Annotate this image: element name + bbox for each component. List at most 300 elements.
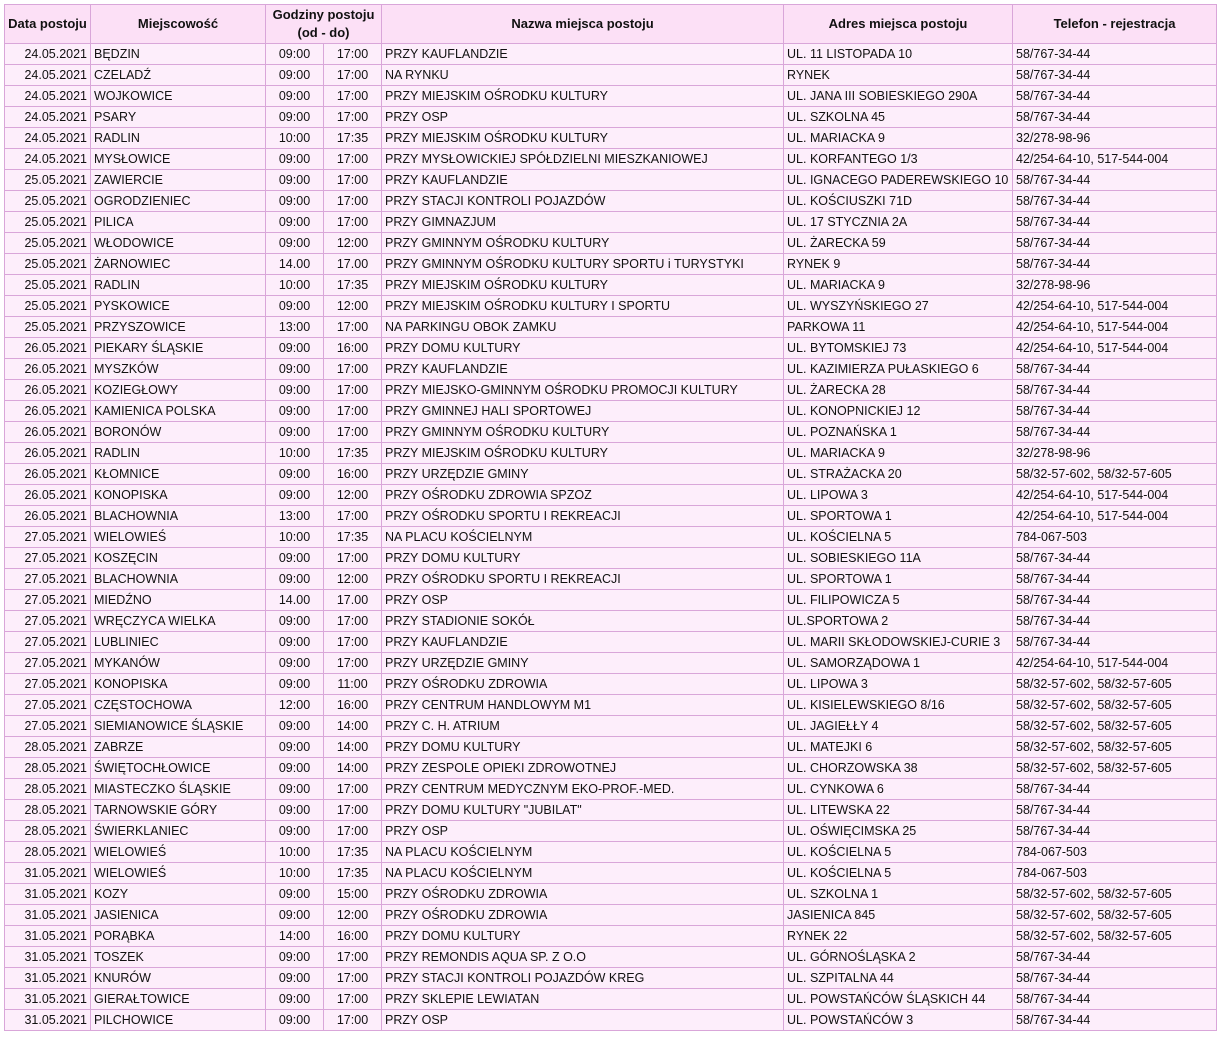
cell-date: 24.05.2021 (5, 128, 91, 149)
table-row (5, 170, 1217, 191)
table-row (5, 548, 1217, 569)
cell-time-from: 09:00 (266, 947, 324, 968)
cell-date: 25.05.2021 (5, 233, 91, 254)
cell-time-from: 09:00 (266, 296, 324, 317)
cell-time-to: 17:00 (324, 779, 382, 800)
cell-time-from: 09:00 (266, 821, 324, 842)
cell-city: WOJKOWICE (91, 86, 266, 107)
header-hours-range: (od - do) (297, 25, 350, 40)
table-row (5, 779, 1217, 800)
table-row (5, 65, 1217, 86)
cell-time-from: 09:00 (266, 989, 324, 1010)
table-row (5, 758, 1217, 779)
cell-time-to: 17:35 (324, 863, 382, 884)
cell-time-from: 09:00 (266, 233, 324, 254)
cell-phone: 784-067-503 (1013, 527, 1217, 548)
table-row (5, 800, 1217, 821)
table-row (5, 44, 1217, 65)
table-row (5, 275, 1217, 296)
cell-phone: 42/254-64-10, 517-544-004 (1013, 653, 1217, 674)
cell-time-from: 09:00 (266, 737, 324, 758)
table-row (5, 716, 1217, 737)
cell-place: PRZY KAUFLANDZIE (382, 359, 784, 380)
cell-address: UL. POWSTAŃCÓW 3 (784, 1010, 1013, 1031)
cell-phone: 58/767-34-44 (1013, 569, 1217, 590)
cell-address: UL. SZKOLNA 45 (784, 107, 1013, 128)
cell-date: 28.05.2021 (5, 821, 91, 842)
cell-date: 24.05.2021 (5, 65, 91, 86)
table-row (5, 863, 1217, 884)
cell-address: UL. IGNACEGO PADEREWSKIEGO 10 (784, 170, 1013, 191)
cell-time-to: 11:00 (324, 674, 382, 695)
cell-address: UL. OŚWIĘCIMSKA 25 (784, 821, 1013, 842)
table-row (5, 233, 1217, 254)
cell-city: PYSKOWICE (91, 296, 266, 317)
cell-address: UL. MATEJKI 6 (784, 737, 1013, 758)
cell-address: UL. KISIELEWSKIEGO 8/16 (784, 695, 1013, 716)
table-row (5, 485, 1217, 506)
cell-time-from: 09:00 (266, 548, 324, 569)
cell-time-from: 09:00 (266, 464, 324, 485)
cell-phone: 32/278-98-96 (1013, 128, 1217, 149)
cell-date: 28.05.2021 (5, 779, 91, 800)
cell-time-from: 13:00 (266, 506, 324, 527)
cell-place: PRZY C. H. ATRIUM (382, 716, 784, 737)
cell-city: WIELOWIEŚ (91, 527, 266, 548)
cell-time-to: 17.00 (324, 254, 382, 275)
cell-time-to: 17:00 (324, 107, 382, 128)
cell-time-from: 13:00 (266, 317, 324, 338)
table-row (5, 191, 1217, 212)
schedule-table (4, 4, 1217, 1031)
cell-address: RYNEK 9 (784, 254, 1013, 275)
cell-time-to: 17:00 (324, 191, 382, 212)
cell-address: UL. MARIACKA 9 (784, 128, 1013, 149)
cell-city: KONOPISKA (91, 485, 266, 506)
cell-phone: 58/32-57-602, 58/32-57-605 (1013, 758, 1217, 779)
cell-place: PRZY KAUFLANDZIE (382, 170, 784, 191)
cell-time-to: 12:00 (324, 905, 382, 926)
table-row (5, 674, 1217, 695)
cell-city: PRZYSZOWICE (91, 317, 266, 338)
table-row (5, 905, 1217, 926)
cell-phone: 58/32-57-602, 58/32-57-605 (1013, 884, 1217, 905)
cell-date: 26.05.2021 (5, 401, 91, 422)
cell-place: PRZY REMONDIS AQUA SP. Z O.O (382, 947, 784, 968)
cell-date: 27.05.2021 (5, 674, 91, 695)
cell-time-to: 17:00 (324, 1010, 382, 1031)
cell-time-to: 17:00 (324, 170, 382, 191)
cell-address: UL. SPORTOWA 1 (784, 569, 1013, 590)
table-row (5, 590, 1217, 611)
table-row (5, 737, 1217, 758)
cell-phone: 58/767-34-44 (1013, 170, 1217, 191)
cell-date: 28.05.2021 (5, 758, 91, 779)
cell-time-from: 10:00 (266, 128, 324, 149)
cell-time-from: 09:00 (266, 611, 324, 632)
cell-city: KNURÓW (91, 968, 266, 989)
cell-phone: 42/254-64-10, 517-544-004 (1013, 317, 1217, 338)
cell-place: PRZY STADIONIE SOKÓŁ (382, 611, 784, 632)
cell-city: MYKANÓW (91, 653, 266, 674)
table-row (5, 632, 1217, 653)
cell-time-to: 17:00 (324, 359, 382, 380)
cell-address: UL. MARIACKA 9 (784, 275, 1013, 296)
cell-place: PRZY MIEJSKIM OŚRODKU KULTURY (382, 128, 784, 149)
cell-address: UL. LIPOWA 3 (784, 485, 1013, 506)
cell-place: PRZY GMINNYM OŚRODKU KULTURY (382, 422, 784, 443)
cell-time-to: 17:00 (324, 380, 382, 401)
cell-address: JASIENICA 845 (784, 905, 1013, 926)
cell-time-to: 14:00 (324, 716, 382, 737)
cell-time-from: 09:00 (266, 884, 324, 905)
table-row (5, 359, 1217, 380)
cell-phone: 32/278-98-96 (1013, 443, 1217, 464)
cell-city: KŁOMNICE (91, 464, 266, 485)
cell-date: 27.05.2021 (5, 611, 91, 632)
cell-phone: 58/767-34-44 (1013, 233, 1217, 254)
cell-place: PRZY MIEJSKIM OŚRODKU KULTURY (382, 443, 784, 464)
cell-phone: 58/767-34-44 (1013, 611, 1217, 632)
cell-time-from: 09:00 (266, 779, 324, 800)
cell-address: UL. KAZIMIERZA PUŁASKIEGO 6 (784, 359, 1013, 380)
table-row (5, 527, 1217, 548)
cell-phone: 58/767-34-44 (1013, 800, 1217, 821)
cell-phone: 58/767-34-44 (1013, 779, 1217, 800)
cell-place: NA RYNKU (382, 65, 784, 86)
cell-time-from: 09:00 (266, 191, 324, 212)
cell-place: PRZY DOMU KULTURY (382, 548, 784, 569)
cell-place: PRZY DOMU KULTURY (382, 338, 784, 359)
cell-date: 25.05.2021 (5, 296, 91, 317)
cell-phone: 58/767-34-44 (1013, 86, 1217, 107)
cell-city: JASIENICA (91, 905, 266, 926)
cell-phone: 58/767-34-44 (1013, 632, 1217, 653)
cell-place: PRZY URZĘDZIE GMINY (382, 464, 784, 485)
cell-address: UL. 11 LISTOPADA 10 (784, 44, 1013, 65)
cell-address: UL. SZPITALNA 44 (784, 968, 1013, 989)
cell-city: PILICA (91, 212, 266, 233)
cell-address: UL. KOŚCIELNA 5 (784, 527, 1013, 548)
cell-place: PRZY GMINNYM OŚRODKU KULTURY SPORTU i TURYSTYKI (382, 254, 784, 275)
cell-city: WŁODOWICE (91, 233, 266, 254)
cell-time-to: 17:00 (324, 44, 382, 65)
cell-address: UL. CYNKOWA 6 (784, 779, 1013, 800)
table-row (5, 422, 1217, 443)
cell-address: UL.SPORTOWA 2 (784, 611, 1013, 632)
cell-place: PRZY DOMU KULTURY (382, 926, 784, 947)
cell-time-to: 17:35 (324, 275, 382, 296)
cell-phone: 784-067-503 (1013, 863, 1217, 884)
cell-date: 26.05.2021 (5, 443, 91, 464)
cell-city: GIERAŁTOWICE (91, 989, 266, 1010)
table-row (5, 989, 1217, 1010)
cell-phone: 58/32-57-602, 58/32-57-605 (1013, 695, 1217, 716)
cell-phone: 58/767-34-44 (1013, 359, 1217, 380)
cell-date: 25.05.2021 (5, 254, 91, 275)
cell-date: 26.05.2021 (5, 464, 91, 485)
header-date: Data postoju (5, 5, 91, 44)
cell-date: 31.05.2021 (5, 989, 91, 1010)
cell-city: RADLIN (91, 128, 266, 149)
cell-time-from: 10:00 (266, 863, 324, 884)
cell-place: PRZY OŚRODKU ZDROWIA (382, 674, 784, 695)
cell-address: UL. POWSTAŃCÓW ŚLĄSKICH 44 (784, 989, 1013, 1010)
cell-address: UL. KOŚCIUSZKI 71D (784, 191, 1013, 212)
table-row (5, 86, 1217, 107)
cell-date: 31.05.2021 (5, 926, 91, 947)
cell-time-from: 09:00 (266, 905, 324, 926)
cell-date: 24.05.2021 (5, 44, 91, 65)
cell-phone: 58/767-34-44 (1013, 212, 1217, 233)
header-hours-title: Godziny postoju (272, 7, 375, 22)
cell-address: UL. GÓRNOŚLĄSKA 2 (784, 947, 1013, 968)
cell-date: 25.05.2021 (5, 191, 91, 212)
cell-time-to: 17:00 (324, 611, 382, 632)
cell-place: PRZY MYSŁOWICKIEJ SPÓŁDZIELNI MIESZKANIOWEJ (382, 149, 784, 170)
cell-time-from: 09:00 (266, 716, 324, 737)
table-row (5, 1010, 1217, 1031)
cell-date: 27.05.2021 (5, 590, 91, 611)
cell-time-from: 12:00 (266, 695, 324, 716)
cell-phone: 42/254-64-10, 517-544-004 (1013, 338, 1217, 359)
header-place: Nazwa miejsca postoju (382, 5, 784, 44)
table-row (5, 968, 1217, 989)
cell-time-from: 09:00 (266, 212, 324, 233)
header-city: Miejscowość (91, 5, 266, 44)
cell-place: PRZY OŚRODKU ZDROWIA (382, 905, 784, 926)
cell-time-to: 17:00 (324, 968, 382, 989)
cell-city: MYSŁOWICE (91, 149, 266, 170)
cell-time-to: 17:00 (324, 401, 382, 422)
cell-place: PRZY MIEJSKO-GMINNYM OŚRODKU PROMOCJI KULTURY (382, 380, 784, 401)
cell-place: PRZY SKLEPIE LEWIATAN (382, 989, 784, 1010)
cell-city: PORĄBKA (91, 926, 266, 947)
cell-time-from: 09:00 (266, 401, 324, 422)
cell-time-to: 12:00 (324, 233, 382, 254)
cell-time-to: 17:00 (324, 632, 382, 653)
cell-time-to: 17:00 (324, 422, 382, 443)
cell-time-from: 09:00 (266, 1010, 324, 1031)
cell-place: PRZY MIEJSKIM OŚRODKU KULTURY (382, 86, 784, 107)
cell-time-from: 10:00 (266, 842, 324, 863)
cell-address: UL. ŻARECKA 59 (784, 233, 1013, 254)
cell-date: 26.05.2021 (5, 338, 91, 359)
cell-place: PRZY DOMU KULTURY "JUBILAT" (382, 800, 784, 821)
cell-date: 27.05.2021 (5, 569, 91, 590)
cell-date: 27.05.2021 (5, 716, 91, 737)
cell-time-from: 09:00 (266, 422, 324, 443)
cell-city: BLACHOWNIA (91, 506, 266, 527)
cell-time-from: 09:00 (266, 170, 324, 191)
cell-place: PRZY GMINNEJ HALI SPORTOWEJ (382, 401, 784, 422)
cell-phone: 58/767-34-44 (1013, 422, 1217, 443)
cell-date: 24.05.2021 (5, 149, 91, 170)
table-row (5, 464, 1217, 485)
cell-address: UL. SOBIESKIEGO 11A (784, 548, 1013, 569)
cell-address: UL. JAGIEŁŁY 4 (784, 716, 1013, 737)
cell-city: TOSZEK (91, 947, 266, 968)
table-row (5, 611, 1217, 632)
cell-date: 26.05.2021 (5, 422, 91, 443)
cell-address: UL. KOŚCIELNA 5 (784, 842, 1013, 863)
cell-place: PRZY KAUFLANDZIE (382, 44, 784, 65)
cell-time-to: 17:00 (324, 989, 382, 1010)
cell-address: UL. LITEWSKA 22 (784, 800, 1013, 821)
cell-city: WIELOWIEŚ (91, 842, 266, 863)
cell-time-to: 17:00 (324, 800, 382, 821)
table-row (5, 149, 1217, 170)
cell-time-to: 17:35 (324, 842, 382, 863)
table-row (5, 947, 1217, 968)
cell-phone: 58/767-34-44 (1013, 191, 1217, 212)
cell-city: KOSZĘCIN (91, 548, 266, 569)
cell-date: 27.05.2021 (5, 632, 91, 653)
cell-city: CZĘSTOCHOWA (91, 695, 266, 716)
cell-time-from: 09:00 (266, 485, 324, 506)
cell-date: 31.05.2021 (5, 947, 91, 968)
cell-address: UL. SAMORZĄDOWA 1 (784, 653, 1013, 674)
cell-address: UL. MARIACKA 9 (784, 443, 1013, 464)
cell-time-from: 14:00 (266, 926, 324, 947)
table-row (5, 842, 1217, 863)
table-row (5, 401, 1217, 422)
cell-place: PRZY MIEJSKIM OŚRODKU KULTURY (382, 275, 784, 296)
cell-time-from: 14.00 (266, 254, 324, 275)
cell-phone: 58/767-34-44 (1013, 821, 1217, 842)
cell-time-to: 16:00 (324, 338, 382, 359)
cell-phone: 42/254-64-10, 517-544-004 (1013, 149, 1217, 170)
cell-city: LUBLINIEC (91, 632, 266, 653)
cell-address: PARKOWA 11 (784, 317, 1013, 338)
cell-time-to: 17.00 (324, 590, 382, 611)
cell-time-to: 16:00 (324, 464, 382, 485)
cell-city: WRĘCZYCA WIELKA (91, 611, 266, 632)
cell-place: NA PLACU KOŚCIELNYM (382, 527, 784, 548)
cell-place: PRZY KAUFLANDZIE (382, 632, 784, 653)
cell-place: PRZY OŚRODKU SPORTU I REKREACJI (382, 569, 784, 590)
cell-city: RADLIN (91, 443, 266, 464)
cell-address: UL. SZKOLNA 1 (784, 884, 1013, 905)
cell-phone: 58/32-57-602, 58/32-57-605 (1013, 905, 1217, 926)
cell-city: CZELADŹ (91, 65, 266, 86)
cell-place: PRZY GIMNAZJUM (382, 212, 784, 233)
cell-place: PRZY CENTRUM MEDYCZNYM EKO-PROF.-MED. (382, 779, 784, 800)
cell-date: 31.05.2021 (5, 905, 91, 926)
cell-time-from: 09:00 (266, 65, 324, 86)
header-address: Adres miejsca postoju (784, 5, 1013, 44)
table-row (5, 212, 1217, 233)
cell-date: 31.05.2021 (5, 1010, 91, 1031)
table-row (5, 506, 1217, 527)
cell-place: NA PLACU KOŚCIELNYM (382, 863, 784, 884)
cell-city: KOZIEGŁOWY (91, 380, 266, 401)
cell-address: UL. FILIPOWICZA 5 (784, 590, 1013, 611)
cell-address: UL. KORFANTEGO 1/3 (784, 149, 1013, 170)
cell-date: 26.05.2021 (5, 359, 91, 380)
cell-date: 27.05.2021 (5, 548, 91, 569)
cell-time-to: 17:00 (324, 149, 382, 170)
cell-city: MYSZKÓW (91, 359, 266, 380)
header-row (5, 5, 1217, 44)
cell-time-to: 12:00 (324, 569, 382, 590)
cell-phone: 58/767-34-44 (1013, 590, 1217, 611)
cell-phone: 58/767-34-44 (1013, 548, 1217, 569)
cell-time-to: 16:00 (324, 695, 382, 716)
cell-city: OGRODZIENIEC (91, 191, 266, 212)
cell-phone: 58/767-34-44 (1013, 1010, 1217, 1031)
cell-city: MIASTECZKO ŚLĄSKIE (91, 779, 266, 800)
cell-time-to: 12:00 (324, 485, 382, 506)
cell-city: RADLIN (91, 275, 266, 296)
cell-time-from: 09:00 (266, 86, 324, 107)
cell-time-to: 14:00 (324, 758, 382, 779)
cell-time-to: 17:00 (324, 653, 382, 674)
cell-date: 31.05.2021 (5, 863, 91, 884)
cell-place: PRZY STACJI KONTROLI POJAZDÓW (382, 191, 784, 212)
cell-place: PRZY ZESPOLE OPIEKI ZDROWOTNEJ (382, 758, 784, 779)
table-row (5, 317, 1217, 338)
table-row (5, 338, 1217, 359)
cell-address: UL. SPORTOWA 1 (784, 506, 1013, 527)
cell-time-from: 09:00 (266, 44, 324, 65)
cell-time-to: 17:00 (324, 821, 382, 842)
cell-date: 31.05.2021 (5, 968, 91, 989)
cell-phone: 58/32-57-602, 58/32-57-605 (1013, 716, 1217, 737)
cell-place: NA PLACU KOŚCIELNYM (382, 842, 784, 863)
cell-time-to: 17:35 (324, 527, 382, 548)
cell-city: TARNOWSKIE GÓRY (91, 800, 266, 821)
cell-time-from: 09:00 (266, 968, 324, 989)
cell-city: BLACHOWNIA (91, 569, 266, 590)
table-row (5, 926, 1217, 947)
cell-address: UL. STRAŻACKA 20 (784, 464, 1013, 485)
cell-place: NA PARKINGU OBOK ZAMKU (382, 317, 784, 338)
cell-time-to: 16:00 (324, 926, 382, 947)
cell-address: UL. CHORZOWSKA 38 (784, 758, 1013, 779)
cell-time-from: 09:00 (266, 800, 324, 821)
cell-place: PRZY OŚRODKU ZDROWIA (382, 884, 784, 905)
cell-time-to: 15:00 (324, 884, 382, 905)
cell-phone: 42/254-64-10, 517-544-004 (1013, 506, 1217, 527)
cell-time-from: 09:00 (266, 653, 324, 674)
cell-city: PIEKARY ŚLĄSKIE (91, 338, 266, 359)
cell-time-from: 09:00 (266, 107, 324, 128)
table-row (5, 380, 1217, 401)
cell-city: MIEDŹNO (91, 590, 266, 611)
cell-city: ZAWIERCIE (91, 170, 266, 191)
cell-phone: 58/767-34-44 (1013, 401, 1217, 422)
cell-phone: 784-067-503 (1013, 842, 1217, 863)
cell-time-from: 09:00 (266, 758, 324, 779)
cell-date: 26.05.2021 (5, 380, 91, 401)
table-row (5, 695, 1217, 716)
table-row (5, 821, 1217, 842)
cell-time-from: 09:00 (266, 674, 324, 695)
header-hours (266, 5, 382, 44)
cell-city: KONOPISKA (91, 674, 266, 695)
cell-date: 25.05.2021 (5, 212, 91, 233)
cell-city: SIEMIANOWICE ŚLĄSKIE (91, 716, 266, 737)
cell-date: 31.05.2021 (5, 884, 91, 905)
cell-city: KOZY (91, 884, 266, 905)
cell-phone: 58/767-34-44 (1013, 968, 1217, 989)
cell-address: UL. ŻARECKA 28 (784, 380, 1013, 401)
cell-time-from: 09:00 (266, 359, 324, 380)
cell-place: PRZY OSP (382, 590, 784, 611)
cell-phone: 58/767-34-44 (1013, 989, 1217, 1010)
cell-address: UL. POZNAŃSKA 1 (784, 422, 1013, 443)
